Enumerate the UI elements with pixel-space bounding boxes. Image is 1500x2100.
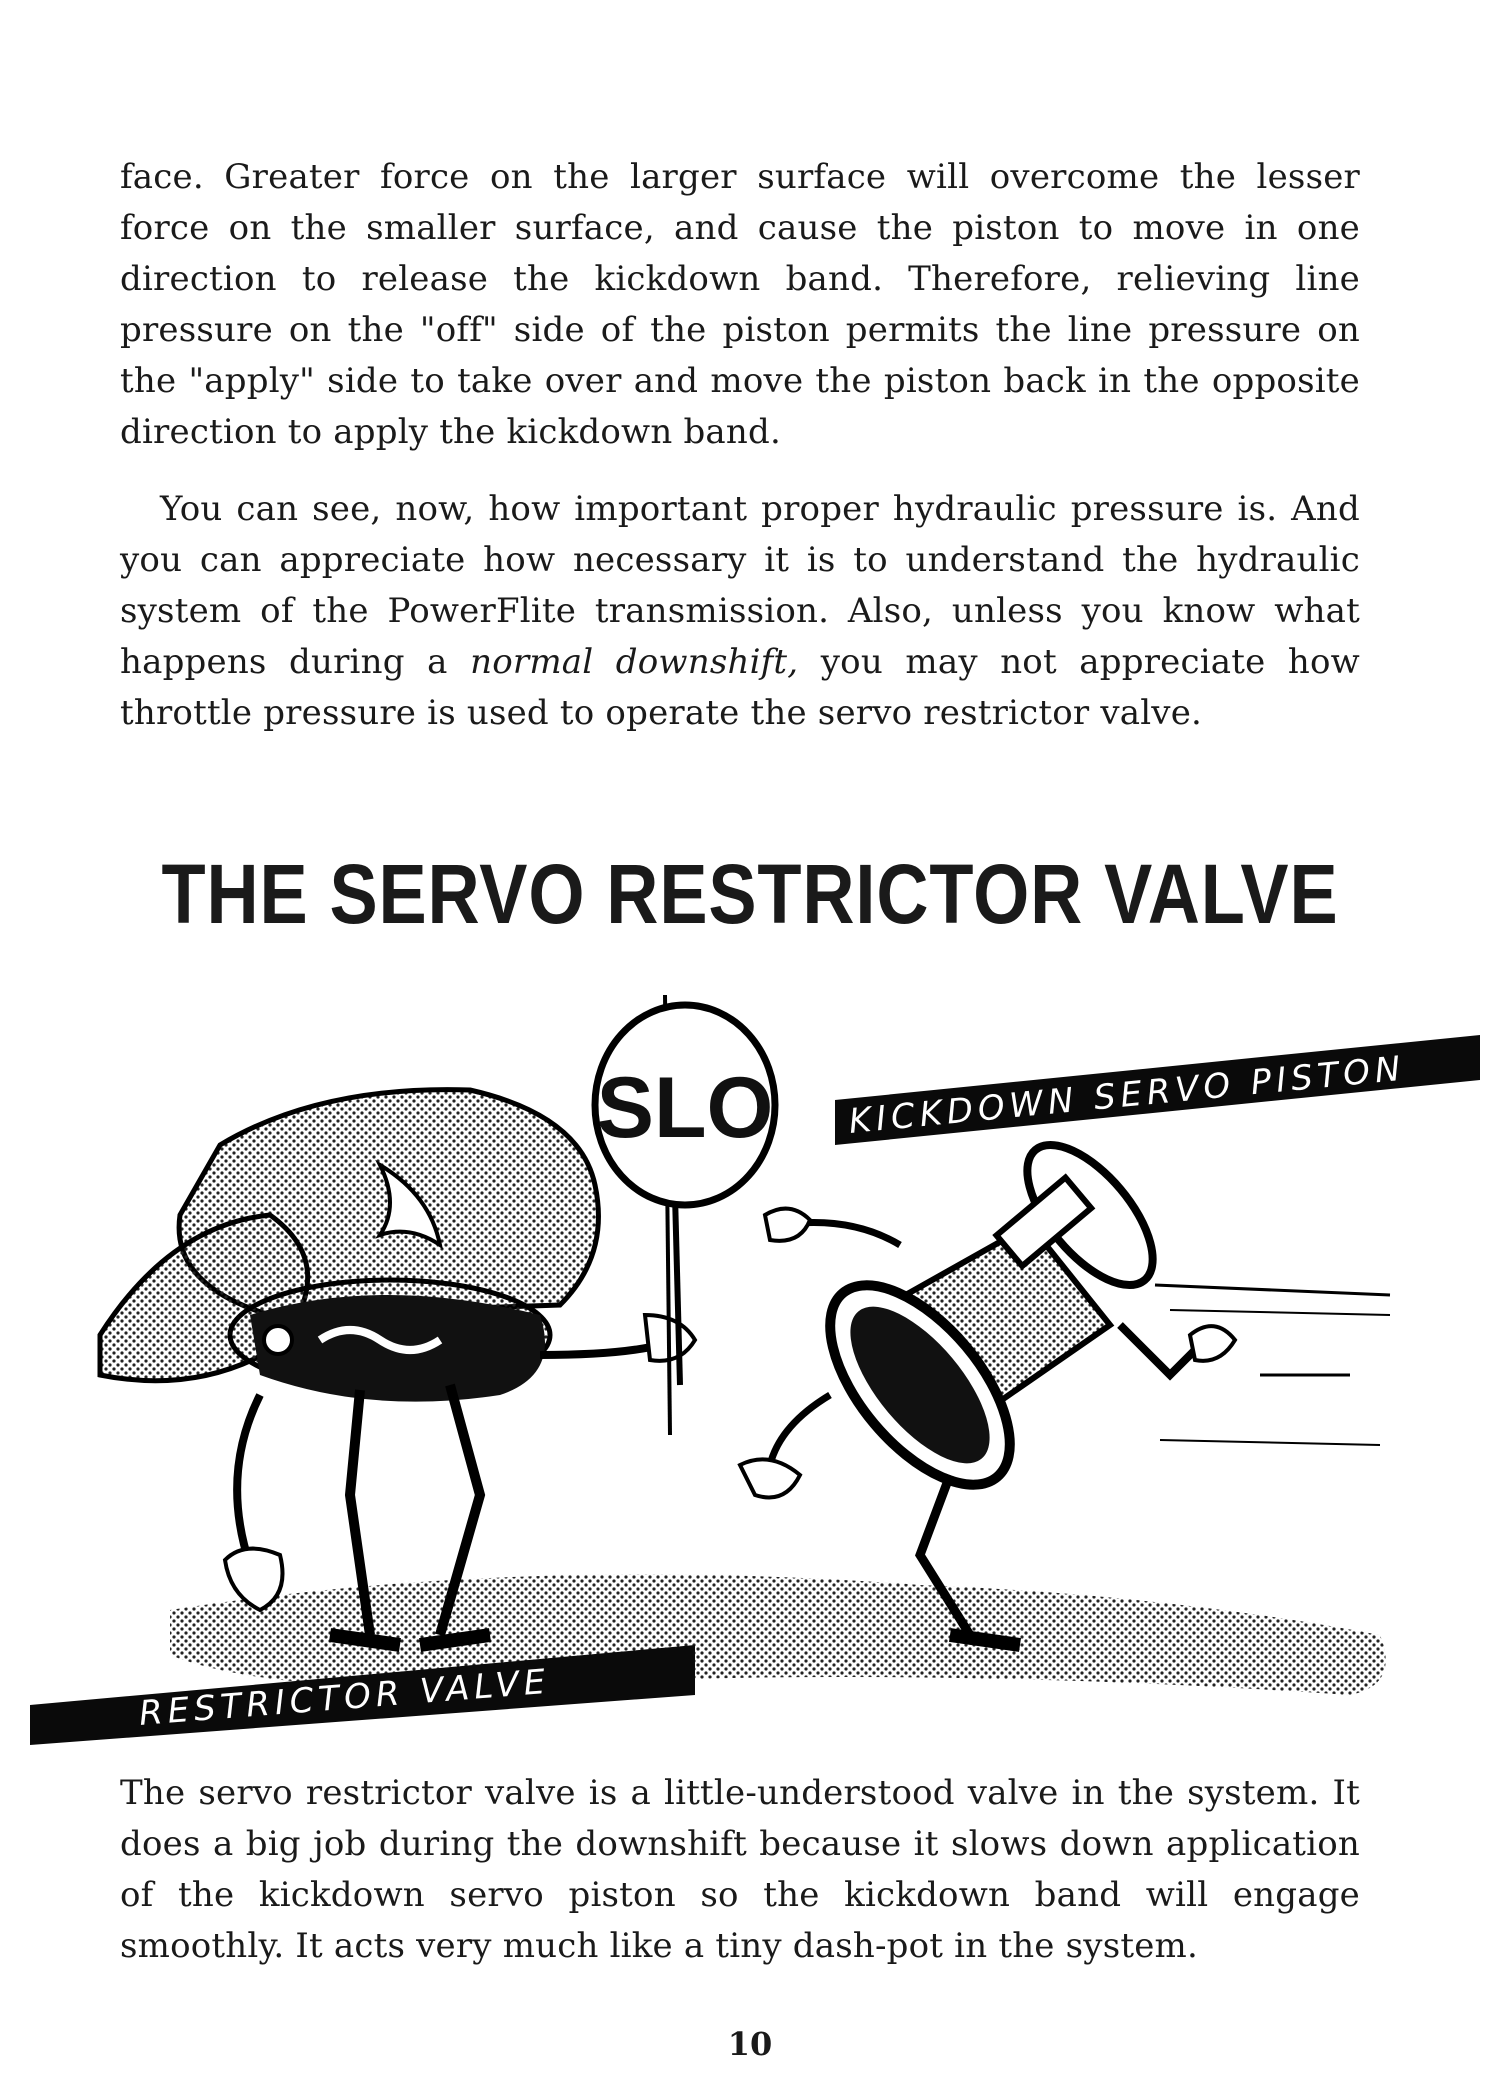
- kickdown-servo-piston-label-text: KICKDOWN SERVO PISTON: [847, 1048, 1408, 1142]
- sign-text: SLO: [596, 1060, 774, 1156]
- paragraph-intro: face. Greater force on the larger surface will overcome the lesser force on the smaller surface, and cause the piston to move in one direction to release the kickdown band. Therefore, relieving line pressure on the "off" side of the piston permits the line pressure on the "apply" side to take over and move the piston back in the opposite direction to apply the kickdown band.: [120, 157, 1360, 452]
- kickdown-servo-piston-character: [740, 1124, 1390, 1645]
- emphasis-normal-downshift: normal downshift,: [470, 642, 799, 682]
- paragraph-text-end: you may not appreciate how throttle pressure is used to operate the servo restrictor valve.: [120, 642, 1360, 733]
- paragraph-servo-restrictor-description: The servo restrictor valve is a little-understood valve in the system. It does a big job during the downshift because it slows down application of the kickdown servo piston so the kickdown band will engage smoothly. It acts very much like a tiny dash-pot in the system.: [120, 1773, 1360, 1966]
- page-number: 10: [727, 2025, 773, 2063]
- section-heading: THE SERVO RESTRICTOR VALVE: [161, 847, 1339, 941]
- paragraph-text-start: You can see, now, how important proper hydraulic pressure is. And you can appreciate how necessary it is to understand the hydraulic system of the PowerFlite transmission. Also, unless you know what happens during a: [120, 489, 1360, 682]
- restrictor-valve-label-text: RESTRICTOR VALVE: [137, 1661, 552, 1734]
- paragraph-hydraulic-pressure: [120, 484, 1360, 739]
- cartoon-illustration: [20, 995, 1480, 1755]
- kickdown-servo-piston-label: [835, 1035, 1480, 1145]
